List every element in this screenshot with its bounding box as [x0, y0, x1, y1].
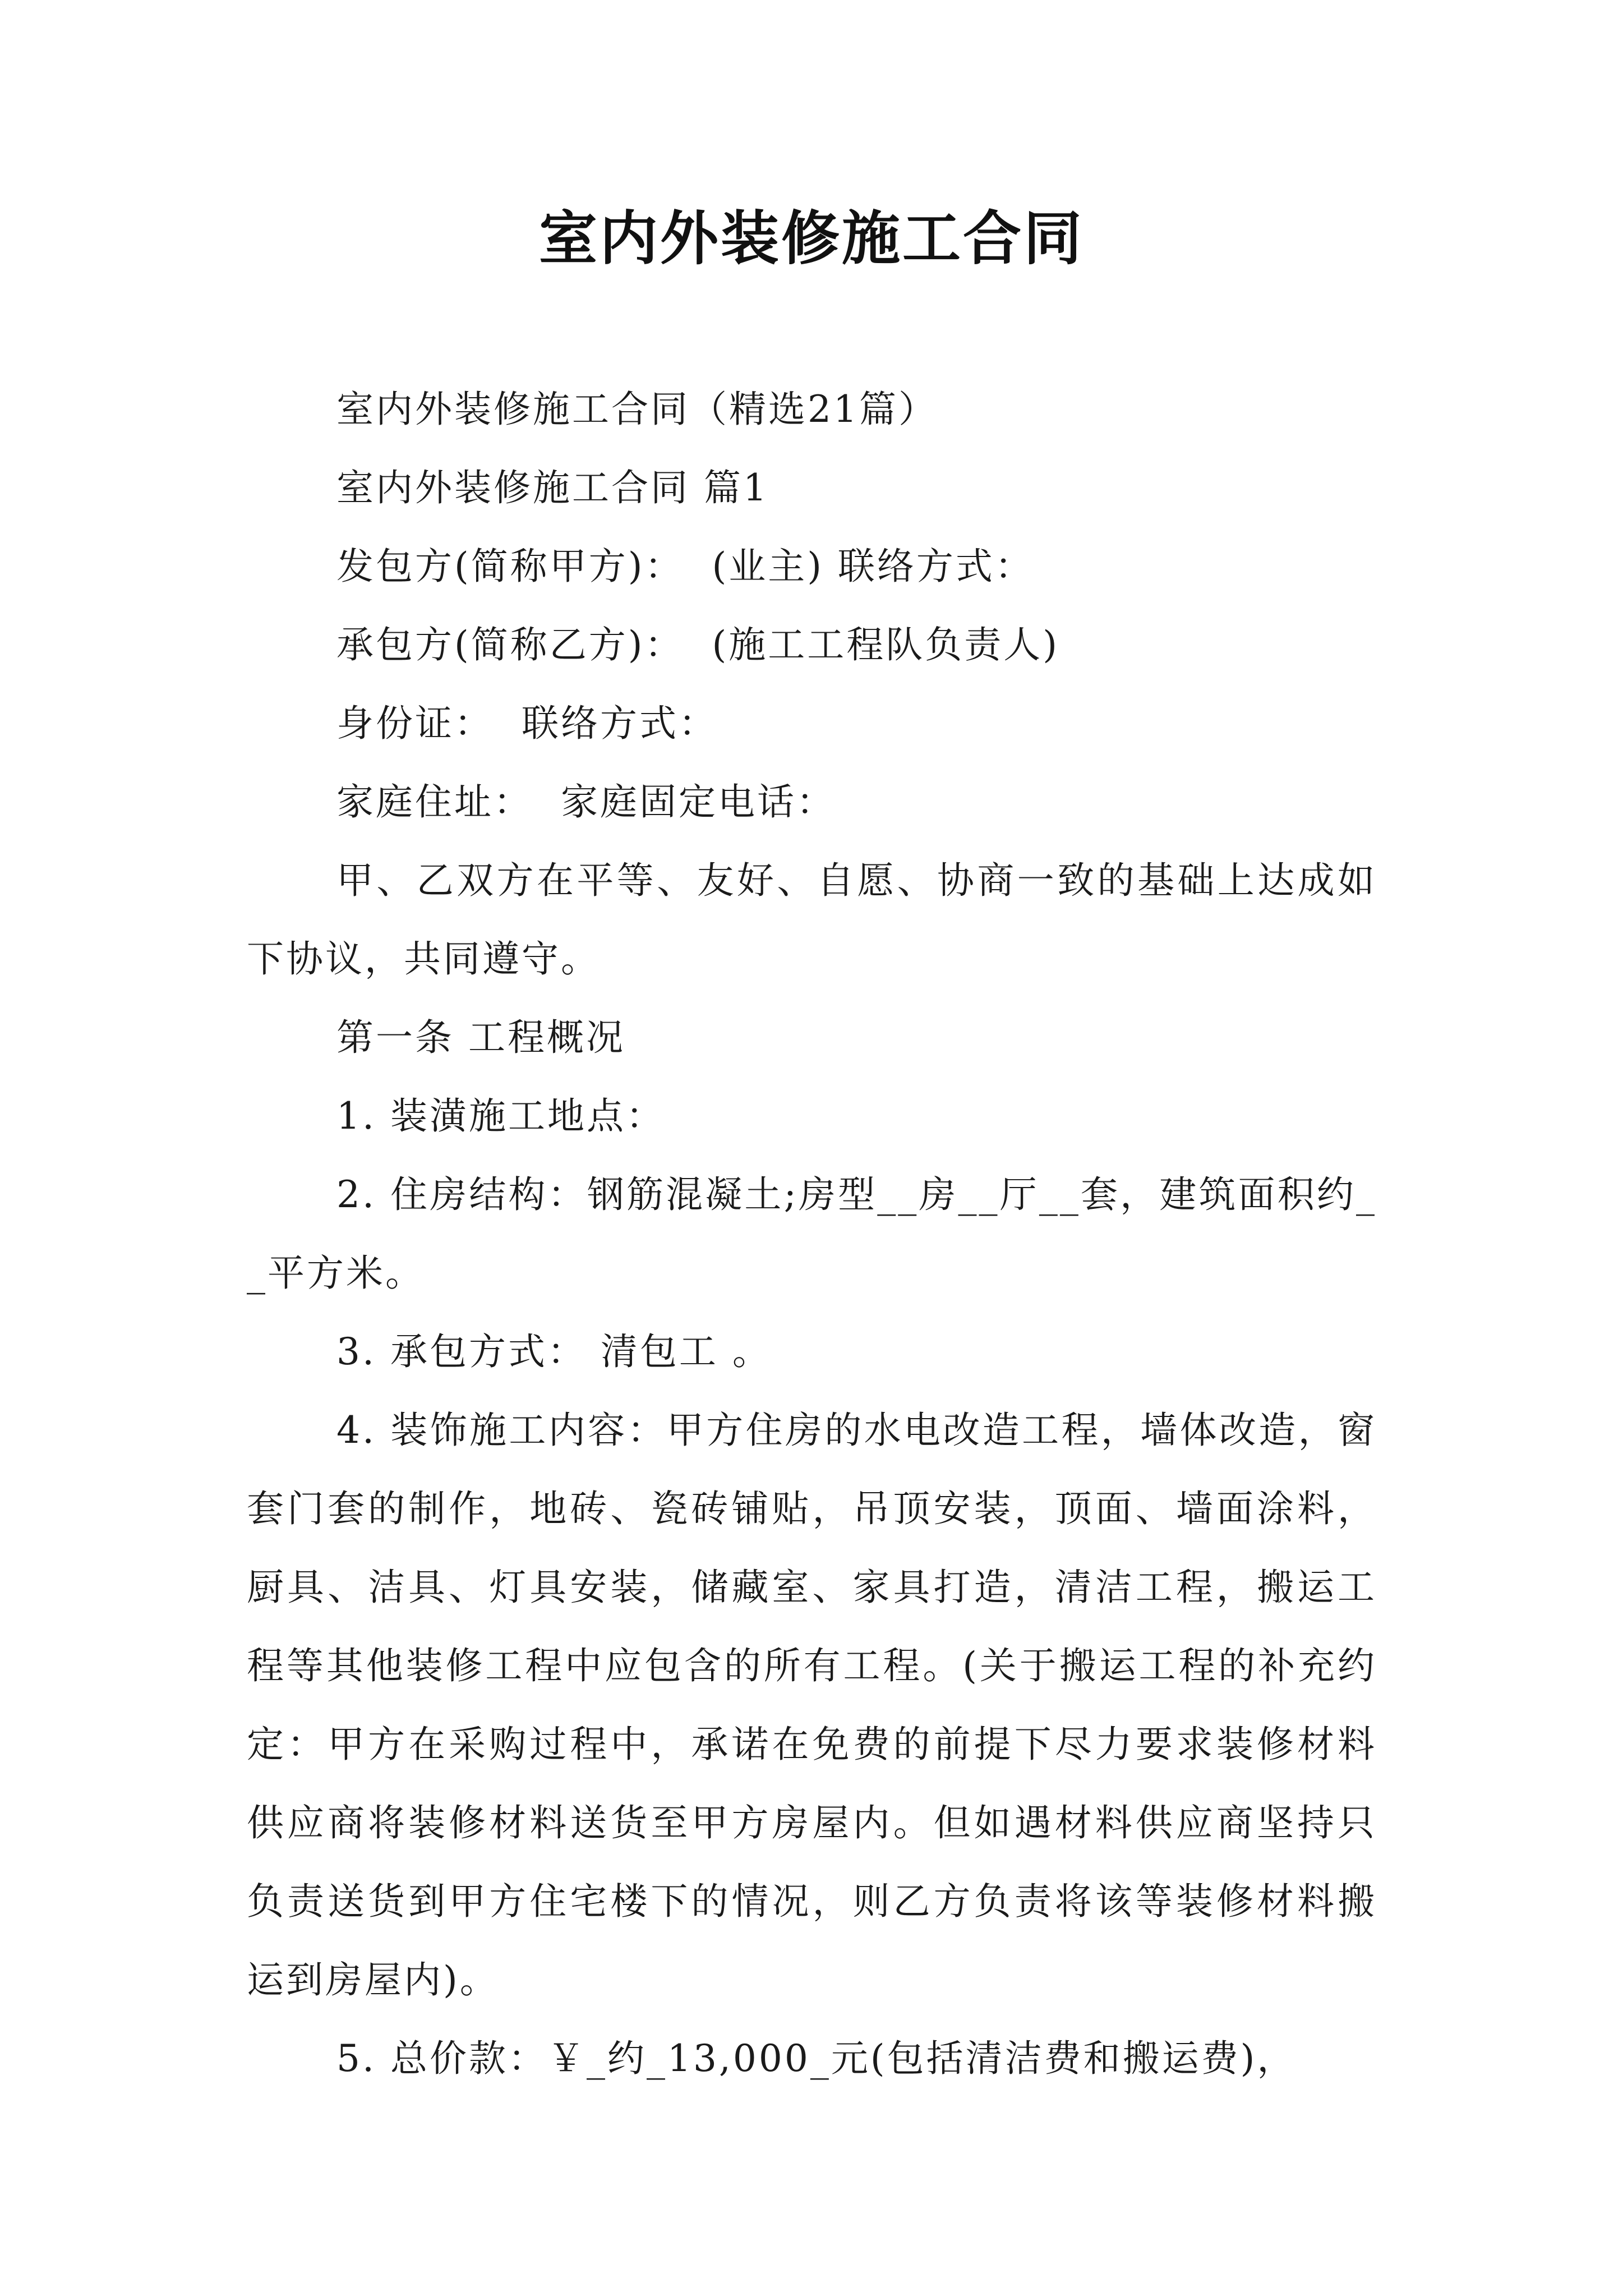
paragraph-agreement: 甲、乙双方在平等、友好、自愿、协商一致的基础上达成如下协议，共同遵守。 [247, 859, 1377, 981]
paragraph-id-contact: 身份证： 联络方式： [336, 702, 718, 745]
paragraph-article-1-heading: 第一条 工程概况 [336, 1016, 625, 1059]
paragraph-address-phone: 家庭住址： 家庭固定电话： [336, 780, 836, 823]
paragraph-item-2: 2. 住房结构：钢筋混凝土;房型__房__厅__套，建筑面积约__平方米。 [247, 1173, 1377, 1295]
paragraph-item-1: 1. 装潢施工地点： [336, 1094, 665, 1138]
paragraph-item-5: 5. 总价款：￥_约_13,000_元(包括清洁费和搬运费)， [336, 2037, 1297, 2080]
document-body [247, 370, 1377, 2098]
paragraph-item-4: 4. 装饰施工内容：甲方住房的水电改造工程，墙体改造，窗套门套的制作，地砖、瓷砖铺贴，吊顶安装，顶面、墙面涂料，厨具、洁具、灯具安装，储藏室、家具打造，清洁工程，搬运工程等其他装修工程中应包含的所有工程。(关于搬运工程的补充约定：甲方在采购过程中，承诺在免费的前提下尽力要求装修材料供应商将装修材料送货至甲方房屋内。但如遇材料供应商坚持只负责送货到甲方住宅楼下的情况，则乙方负责将该等装修材料搬运到房屋内)。 [247, 1409, 1377, 2001]
paragraph-party-a: 发包方(简称甲方)： (业主) 联络方式： [336, 545, 1034, 588]
paragraph-party-b: 承包方(简称乙方)： (施工工程队负责人) [336, 623, 1059, 666]
paragraph-subtitle: 室内外装修施工合同（精选21篇） [336, 388, 938, 431]
paragraph-item-3: 3. 承包方式： 清包工 。 [336, 1330, 772, 1373]
document-title: 室内外装修施工合同 [538, 204, 1084, 273]
paragraph-section-heading: 室内外装修施工合同 篇1 [336, 466, 769, 509]
